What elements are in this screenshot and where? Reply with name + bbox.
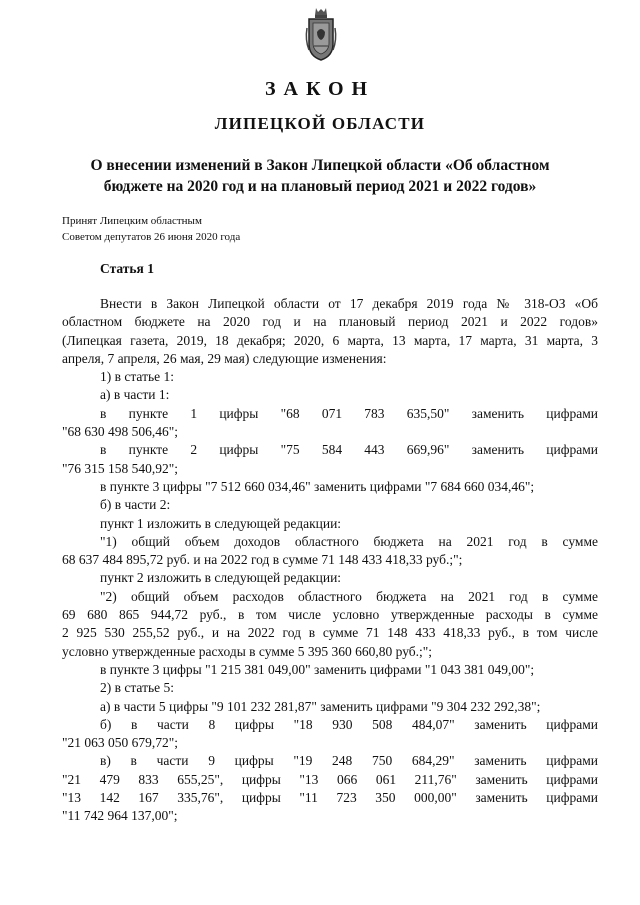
law-subject-title bbox=[60, 155, 580, 197]
body-line: "11 742 964 137,00"; bbox=[62, 808, 178, 824]
coat-of-arms-icon bbox=[303, 6, 339, 62]
body-line: "68 630 498 506,46"; bbox=[62, 424, 179, 440]
body-line: "1) общий объем доходов областного бюджета на 2021 год в сумме bbox=[100, 533, 598, 549]
adoption-line: Советом депутатов 26 июня 2020 года bbox=[62, 231, 241, 243]
body-line: в пункте 2 цифры "75 584 443 669,96" заменить цифрами bbox=[100, 442, 598, 458]
law-heading: ЗАКОН bbox=[264, 78, 376, 100]
subject-line: О внесении изменений в Закон Липецкой области «Об областном bbox=[90, 157, 550, 174]
body-line: в) в части 9 цифры "19 248 750 684,29" заменить цифрами bbox=[100, 753, 598, 769]
body-line: 2) в статье 5: bbox=[100, 680, 174, 696]
body-line: "76 315 158 540,92"; bbox=[62, 460, 179, 476]
body-line: 68 637 484 895,72 руб. и на 2022 год в сумме 71 148 433 418,33 руб.;"; bbox=[62, 552, 463, 568]
article-title: Статья 1 bbox=[100, 261, 154, 276]
body-line: "21 479 833 655,25", цифры "13 066 061 211,76" заменить цифрами bbox=[62, 771, 598, 787]
body-line: апреля, 7 апреля, 26 мая, 29 мая) следующие изменения: bbox=[62, 350, 387, 366]
adoption-line: Принят Липецким областным bbox=[62, 215, 202, 227]
adoption-note bbox=[62, 213, 240, 245]
body-line: а) в части 5 цифры "9 101 232 281,87" заменить цифрами "9 304 232 292,38"; bbox=[100, 698, 541, 714]
body-line: (Липецкая газета, 2019, 18 декабря; 2020, 6 марта, 13 марта, 17 марта, 31 марта, 3 bbox=[62, 332, 598, 348]
document-body bbox=[62, 295, 598, 826]
body-line: 2 925 530 255,52 руб., и на 2022 год в сумме 71 148 433 418,33 руб., в том числе bbox=[62, 625, 598, 641]
body-line: б) в части 8 цифры "18 930 508 484,07" заменить цифрами bbox=[100, 716, 598, 732]
body-line: условно утвержденные расходы в сумме 5 395 360 660,80 руб.;"; bbox=[62, 643, 433, 659]
body-line: 69 680 865 944,72 руб., в том числе условно утвержденные расходы в сумме bbox=[62, 607, 598, 623]
subject-line: бюджете на 2020 год и на плановый период 2021 и 2022 годов» bbox=[103, 178, 537, 195]
body-line: 1) в статье 1: bbox=[100, 369, 174, 385]
body-line: в пункте 3 цифры "7 512 660 034,46" заменить цифрами "7 684 660 034,46"; bbox=[100, 478, 535, 494]
body-line: "2) общий объем расходов областного бюджета на 2021 год в сумме bbox=[100, 588, 598, 604]
body-line: в пункте 3 цифры "1 215 381 049,00" заменить цифрами "1 043 381 049,00"; bbox=[100, 661, 535, 677]
body-line: пункт 2 изложить в следующей редакции: bbox=[100, 570, 342, 586]
body-line: в пункте 1 цифры "68 071 783 635,50" заменить цифрами bbox=[100, 405, 598, 421]
body-line: "21 063 050 679,72"; bbox=[62, 735, 179, 751]
body-line: Внести в Закон Липецкой области от 17 декабря 2019 года № 318-ОЗ «Об bbox=[100, 296, 598, 311]
body-line: областном бюджете на 2020 год и на плановый период 2021 и 2022 годов» bbox=[62, 314, 598, 330]
body-line: а) в части 1: bbox=[100, 387, 170, 403]
body-line: пункт 1 изложить в следующей редакции: bbox=[100, 515, 342, 531]
region-heading: ЛИПЕЦКОЙ ОБЛАСТИ bbox=[214, 114, 426, 133]
body-line: "13 142 167 335,76", цифры "11 723 350 000,00" заменить цифрами bbox=[62, 790, 598, 806]
body-line: б) в части 2: bbox=[100, 497, 171, 513]
